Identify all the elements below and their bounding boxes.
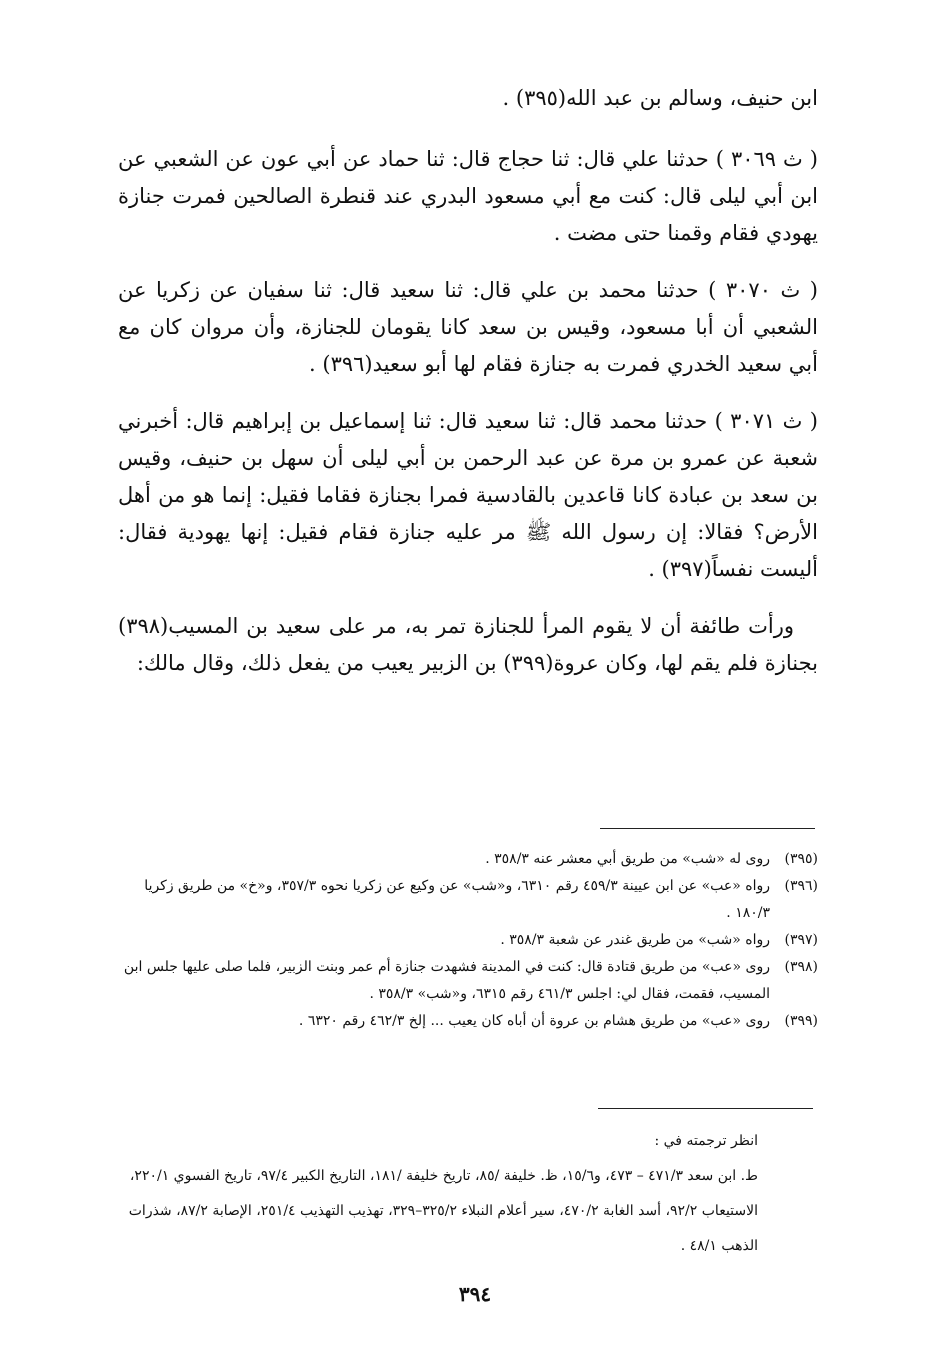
footnotes [118,846,818,1035]
footnote [118,873,818,927]
footnote-separator [600,828,815,829]
bio-text: ط. ابن سعد ٤٧١/٣ – ٤٧٣، و١٥/٦، ظ. خليفة /٨٥، تاريخ خليفة /١٨١، التاريخ الكبير ٩٧/٤، تاريخ الفسوي ٢٢٠/١، الاستيعاب ٩٢/٢، أسد الغابة ٤٧٠/٢، سير أعلام النبلاء ٣٢٥/٢–٣٢٩، تهذيب التهذيب ٢٥١/٤، الإصابة ٨٧/٢، شذرات الذهب ٤٨/١ . [128,1168,758,1254]
footnote-number: (٣٩٩) [784,1013,818,1029]
footnote-number: (٣٩٦) [784,878,818,894]
footnote-text: رواه «شب» من طريق غندر عن شعبة ٣٥٨/٣ . [500,932,770,948]
paragraph: ( ث ٣٠٦٩ ) حدثنا علي قال: ثنا حجاج قال: ثنا حماد عن أبي عون عن الشعبي عن ابن أبي ليلى قال: كنت مع أبي مسعود البدري عند قنطرة الصالحين فمرت جنازة يهودي فقام وقمنا حتى مضت . [118,147,818,245]
footnote [118,954,818,1008]
biography-references [118,1124,758,1264]
bio-heading: انظر ترجمته في : [654,1133,758,1149]
page-number: ٣٩٤ [458,1282,492,1306]
paragraph: ابن حنيف، وسالم بن عبد الله(٣٩٥) . [502,86,818,110]
footnote-text: روى «عب» من طريق قتادة قال: كنت في المدينة فشهدت جنازة أم عمر وبنت الزبير، فلما صلى عليها جلس ابن المسيب، فقمت، فقال لي: اجلس ٤٦١/٣ رقم ٦٣١٥، و«شب» ٣٥٨/٣ . [123,959,770,1002]
footnote-text: روى «عب» من طريق هشام بن عروة أن أباه كان يعيب ... إلخ ٤٦٢/٣ رقم ٦٣٢٠ . [298,1013,770,1029]
footnote [118,927,818,954]
bio-separator [598,1108,813,1109]
paragraph: ( ث ٣٠٧٠ ) حدثنا محمد بن علي قال: ثنا سعيد قال: ثنا سفيان عن زكريا عن الشعبي أن أبا مسعود، وقيس بن سعد كانا يقومان للجنازة، وأن مروان كان مع أبي سعيد الخدري فمرت به جنازة فقام لها أبو سعيد(٣٩٦) . [118,278,818,376]
footnote-number: (٣٩٥) [784,851,818,867]
main-text [118,80,818,702]
footnote-number: (٣٩٨) [784,959,818,975]
paragraph: ورأت طائفة أن لا يقوم المرأ للجنازة تمر به، مر على سعيد بن المسيب(٣٩٨) بجنازة فلم يقم لها، وكان عروة(٣٩٩) بن الزبير يعيب من يفعل ذلك، وقال مالك: [118,614,818,675]
footnote [118,1008,818,1035]
footnote-text: روى له «شب» من طريق أبي معشر عنه ٣٥٨/٣ . [485,851,770,867]
paragraph: ( ث ٣٠٧١ ) حدثنا محمد قال: ثنا سعيد قال: ثنا إسماعيل بن إبراهيم قال: أخبرني شعبة عن عمرو بن مرة عن عبد الرحمن بن أبي ليلى أن سهل بن حنيف، وقيس بن سعد بن عبادة كانا قاعدين بالقادسية فمرا بجنازة فقاما فقيل: إنما هو من أهل الأرض؟ فقالا: إن رسول الله ﷺ مر عليه جنازة فقام فقيل: إنها يهودية فقال: أليست نفساً(٣٩٧) . [118,409,818,581]
footnote-text: رواه «عب» عن ابن عيينة ٤٥٩/٣ رقم ٦٣١٠، و«شب» عن وكيع عن زكريا نحوه ٣٥٧/٣، و«خ» من طريق زكريا ١٨٠/٣ . [144,878,770,921]
footnote-number: (٣٩٧) [784,932,818,948]
footnote [118,846,818,873]
